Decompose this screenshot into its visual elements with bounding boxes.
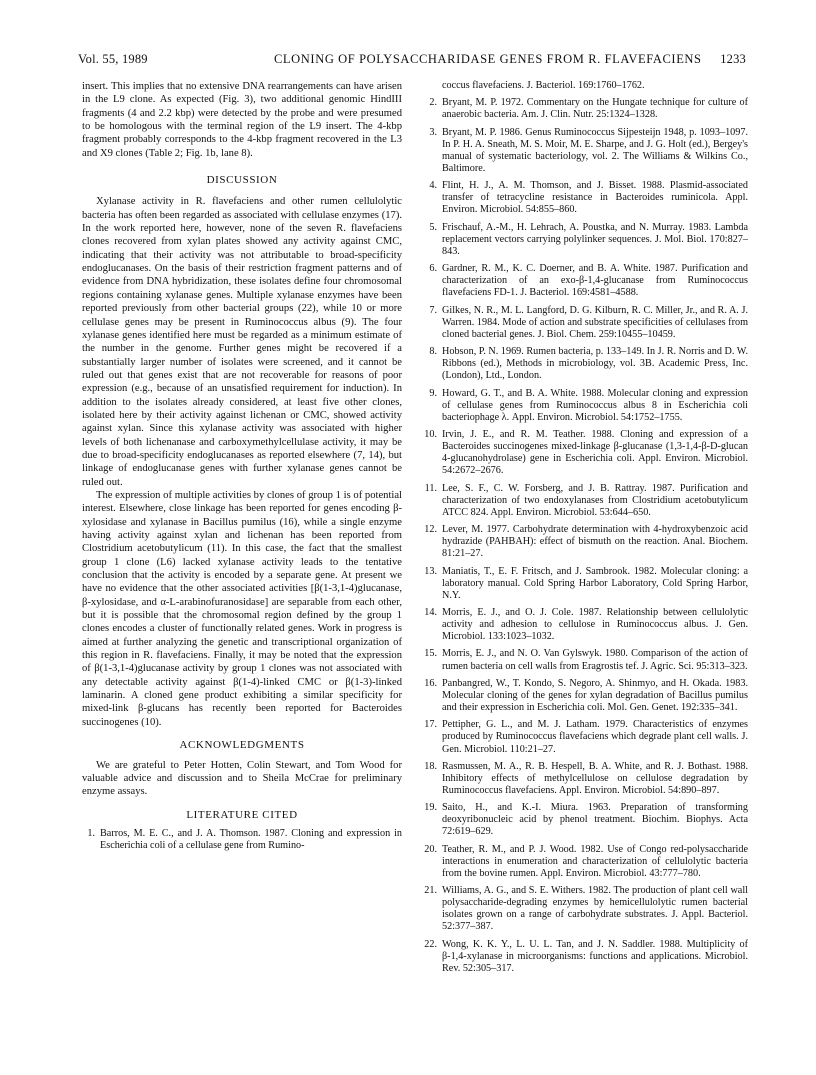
reference-number: 10. <box>424 429 437 441</box>
reference-number: 5. <box>429 221 437 233</box>
reference-text: Rasmussen, M. A., R. B. Hespell, B. A. White, and R. J. Bothast. 1988. Inhibitory effects of methylcellulose on cellulose degradation by Ruminococcus flavefaciens. Appl. Environ. Microbiol. 54:890–897. <box>442 760 748 796</box>
reference-item <box>424 305 748 341</box>
reference-text: Hobson, P. N. 1969. Rumen bacteria, p. 133–149. In J. R. Norris and D. W. Ribbons (ed.), Methods in microbiology, vol. 3B. Academic Press, Inc. (London), Ltd., London. <box>442 346 748 382</box>
reference-item <box>424 429 748 477</box>
reference-item <box>424 678 748 714</box>
reference-item <box>424 566 748 602</box>
acknowledgments-text: We are grateful to Peter Hotten, Colin Stewart, and Tom Wood for valuable advice and discussion and to Sheila McCrae for preliminary enzyme assays. <box>82 759 402 798</box>
reference-number: 15. <box>424 648 437 660</box>
literature-cited-heading: LITERATURE CITED <box>186 808 298 821</box>
acknowledgments-heading: ACKNOWLEDGMENTS <box>179 739 305 752</box>
reference-item <box>424 761 748 797</box>
reference-item <box>424 607 748 643</box>
volume-label: Vol. 55, 1989 <box>78 52 148 66</box>
reference-item <box>424 346 748 382</box>
reference-text: Morris, E. J., and O. J. Cole. 1987. Relationship between cellulolytic activity and adhesion to cellulose in Ruminococcus albus. J. Gen. Microbiol. 133:1023–1032. <box>442 607 748 643</box>
reference-text: Lee, S. F., C. W. Forsberg, and J. B. Rattray. 1987. Purification and characterization of two endoxylanases from Clostridium acetobutylicum ATCC 824. Appl. Environ. Microbiol. 53:644–650. <box>442 482 748 518</box>
reference-item <box>424 719 748 755</box>
reference-list-left <box>82 828 402 852</box>
reference-item <box>424 885 748 933</box>
reference-number: 9. <box>429 387 437 399</box>
reference-text: Gilkes, N. R., M. L. Langford, D. G. Kilburn, R. C. Miller, Jr., and R. A. J. Warren. 1984. Mode of action and substrate specificities of cellulases from cloned bacterial genes. J. Biol. Chem. 259:10455–10459. <box>442 304 748 340</box>
reference-text: Panbangred, W., T. Kondo, S. Negoro, A. Shinmyo, and H. Okada. 1983. Molecular cloning of the genes for xylan degradation of Bacillus pumilus and their expression in Escherichia coli. Mol. Gen. Genet. 192:335–341. <box>442 677 748 714</box>
discussion-paragraph-1: Xylanase activity in R. flavefaciens and other rumen cellulolytic bacteria has often been regarded as associated with cellulase enzymes (17). In the work reported here, however, none of the seven R. flavefaciens clones recovered from xylan plates showed any activity against CMC, indicating that their activity was not attributable to broad-specificity endoglucanases. On the basis of their restriction fragment patterns and of evidence from DNA hybridization, these isolates define four chromosomal regions containing xylanase genes. Multiple xylanase enzymes have been reported previously from other bacterial groups (22), while 10 or more cellulase genes may be present in Ruminococcus albus (9). The four xylanase genes identified here must be regarded as a minimum estimate of the number in the genome. Further genes might be recovered if a substantially larger number of isolates were screened, and it cannot be ruled out that genes exist that are not recoverable for reasons of poor expression (e.g., because of an unsatisfied requirement for induction). In addition to the isolates already considered, at least five other clones, isolated here by their activity against lichenan or CMC, showed activity against xylan. Since this xylanase activity was associated with higher levels of both lichenanase and carboxymethylcellulase activity, it may be due to broad-specificity endoglucanases as reported elsewhere (7, 14), but linkage of endoglucanase genes with further xylanase genes cannot be ruled out. <box>82 196 402 488</box>
page-number: 1233 <box>720 52 746 66</box>
reference-text: Irvin, J. E., and R. M. Teather. 1988. Cloning and expression of a Bacteroides succinogenes mixed-linkage β-glucanase (1,3-1,4-β-D-glucan 4-glucanohydrolase) gene in Escherichia coli. Appl. Environ. Microbiol. 54:2672–2676. <box>442 429 748 477</box>
reference-item <box>424 648 748 672</box>
reference-number: 11. <box>424 482 437 494</box>
reference-text: Pettipher, G. L., and M. J. Latham. 1979. Characteristics of enzymes produced by Ruminococcus flavefaciens which degrade plant cell walls. J. Gen. Microbiol. 110:21–27. <box>442 719 748 755</box>
running-title: CLONING OF POLYSACCHARIDASE GENES FROM R. FLAVEFACIENS <box>274 52 702 66</box>
reference-text: Bryant, M. P. 1972. Commentary on the Hungate technique for culture of anaerobic bacteria. Am. J. Clin. Nutr. 25:1324–1328. <box>442 97 748 121</box>
reference-item <box>424 180 748 216</box>
discussion-heading: DISCUSSION <box>206 174 278 187</box>
reference-text: Saito, H., and K.-I. Miura. 1963. Preparation of transforming deoxyribonucleic acid by phenol treatment. Biochim. Biophys. Acta 72:619–629. <box>442 802 748 838</box>
reference-list-right <box>424 80 748 975</box>
reference-item <box>424 222 748 258</box>
left-column <box>82 80 402 856</box>
reference-item <box>424 524 748 560</box>
reference-number: 14. <box>424 607 437 618</box>
reference-item <box>424 939 748 975</box>
discussion-paragraph-2: The expression of multiple activities by clones of group 1 is of potential interest. Elsewhere, close linkage has been reported for genes encoding β-xylosidase and xylanase in Bacillus pumilus (16), while a single enzyme having activity against xylan and lichenan has been reported from Clostridium acetobutylicum (11). In this case, the fact that the smallest group 1 clone (L6) lacked xylanase activity leads to the tentative conclusion that the activity is encoded by a separate gene. At present we have no evidence that the other associated activities [β(1-3,1-4)glucanase, β-xylosidase, and α-L-arabinofuranosidase] are separable from each other, but it is possible that the chromosomal region defined by the group 1 clones encodes a cluster of functionally related genes. Work in progress is aimed at further analyzing the genetic and transcriptional organization of this region in R. flavefaciens. Finally, it may be noted that the expression of β(1-3,1-4)glucanase activity by group 1 clones was not associated with any detectable activity against β(1-4)-linked CMC or β(1-3)-linked laminarin. A cloned gene product exhibiting a similar specificity for mixed-link β-glucans has recently been reported for Bacteroides succinogenes (10). <box>82 489 402 728</box>
reference-number: 6. <box>429 263 437 275</box>
right-column <box>424 80 748 980</box>
reference-number: 3. <box>429 126 437 138</box>
reference-text: Barros, M. E. C., and J. A. Thomson. 1987. Cloning and expression in Escherichia coli of a cellulase gene from Rumino- <box>100 827 402 851</box>
reference-number: 2. <box>429 97 437 109</box>
reference-number: 1. <box>87 827 95 839</box>
reference-number: 4. <box>429 180 437 192</box>
reference-continuation <box>424 80 748 92</box>
reference-text: Lever, M. 1977. Carbohydrate determination with 4-hydroxybenzoic acid hydrazide (PAHBAH): effect of bismuth on the reaction. Anal. Biochem. 81:21–27. <box>442 524 748 560</box>
reference-item <box>424 844 748 880</box>
reference-item <box>424 263 748 299</box>
reference-text: coccus flavefaciens. J. Bacteriol. 169:1760–1762. <box>442 80 645 91</box>
reference-number: 18. <box>424 760 437 772</box>
reference-number: 12. <box>424 524 437 536</box>
reference-text: Morris, E. J., and N. O. Van Gylswyk. 1980. Comparison of the action of rumen bacteria on cell walls from Eragrostis tef. J. Agric. Sci. 95:313–323. <box>442 648 748 672</box>
reference-text: Williams, A. G., and S. E. Withers. 1982. The production of plant cell wall polysaccharide-degrading enzymes by hemicellulolytic rumen bacterial isolates grown on a range of carbohydrate substrates. J. Appl. Bacteriol. 52:377–387. <box>442 885 748 933</box>
reference-item <box>424 127 748 175</box>
reference-number: 20. <box>424 843 437 855</box>
reference-text: Howard, G. T., and B. A. White. 1988. Molecular cloning and expression of cellulase genes from Ruminococcus albus 8 in Escherichia coli bacteriophage λ. Appl. Environ. Microbiol. 54:1752–1755. <box>442 387 748 423</box>
intro-paragraph: insert. This implies that no extensive DNA rearrangements can have arisen in the L9 clone. As expected (Fig. 3), two additional genomic HindIII fragments (4 and 2.2 kbp) were detected by the probe and were presumed to be homologous with the terminal region of the L9 insert. The 4-kbp fragment probably corresponds to the 4-kbp fragment recovered in the L3 and X9 clones (Table 2; Fig. 1b, lane 8). <box>82 81 402 159</box>
reference-text: Bryant, M. P. 1986. Genus Ruminococcus Sijpesteijn 1948, p. 1093–1097. In P. H. A. Sneath, M. S. Moir, M. E. Sharpe, and J. G. Holt (ed.), Bergey's manual of systematic bacteriology, vol. 2. The Williams & Wilkins Co., Baltimore. <box>442 126 748 174</box>
reference-text: Gardner, R. M., K. C. Doerner, and B. A. White. 1987. Purification and characterization of an exo-β-1,4-glucanase from Ruminococcus flavefaciens FD-1. J. Bacteriol. 169:4581–4588. <box>442 263 748 299</box>
reference-text: Maniatis, T., E. F. Fritsch, and J. Sambrook. 1982. Molecular cloning: a laboratory manual. Cold Spring Harbor Laboratory, Cold Spring Harbor, N.Y. <box>442 565 748 601</box>
reference-number: 19. <box>424 802 437 814</box>
reference-text: Flint, H. J., A. M. Thomson, and J. Bisset. 1988. Plasmid-associated transfer of tetracycline resistance in Bacteroides ruminicola. Appl. Environ. Microbiol. 54:855–860. <box>442 180 748 216</box>
reference-item <box>82 828 402 852</box>
reference-item <box>424 483 748 519</box>
reference-number: 22. <box>424 938 437 950</box>
reference-text: Teather, R. M., and P. J. Wood. 1982. Use of Congo red-polysaccharide interactions in enumeration and characterization of cellulolytic bacteria from the bovine rumen. Appl. Environ. Microbiol. 43:777–780. <box>442 843 748 879</box>
reference-number: 16. <box>424 677 437 689</box>
reference-text: Wong, K. K. Y., L. U. L. Tan, and J. N. Saddler. 1988. Multiplicity of β-1,4-xylanase in microorganisms: functions and applications. Microbiol. Rev. 52:305–317. <box>442 938 748 974</box>
reference-number: 8. <box>429 346 437 358</box>
reference-item <box>424 388 748 424</box>
reference-item <box>424 97 748 121</box>
running-header <box>78 50 744 72</box>
reference-item <box>424 802 748 838</box>
reference-number: 7. <box>429 304 437 316</box>
reference-number: 21. <box>424 885 437 897</box>
reference-number: 17. <box>424 719 437 731</box>
reference-number: 13. <box>424 565 437 577</box>
reference-text: Frischauf, A.-M., H. Lehrach, A. Poustka, and N. Murray. 1983. Lambda replacement vectors carrying polylinker sequences. J. Mol. Biol. 170:827–843. <box>442 221 748 257</box>
